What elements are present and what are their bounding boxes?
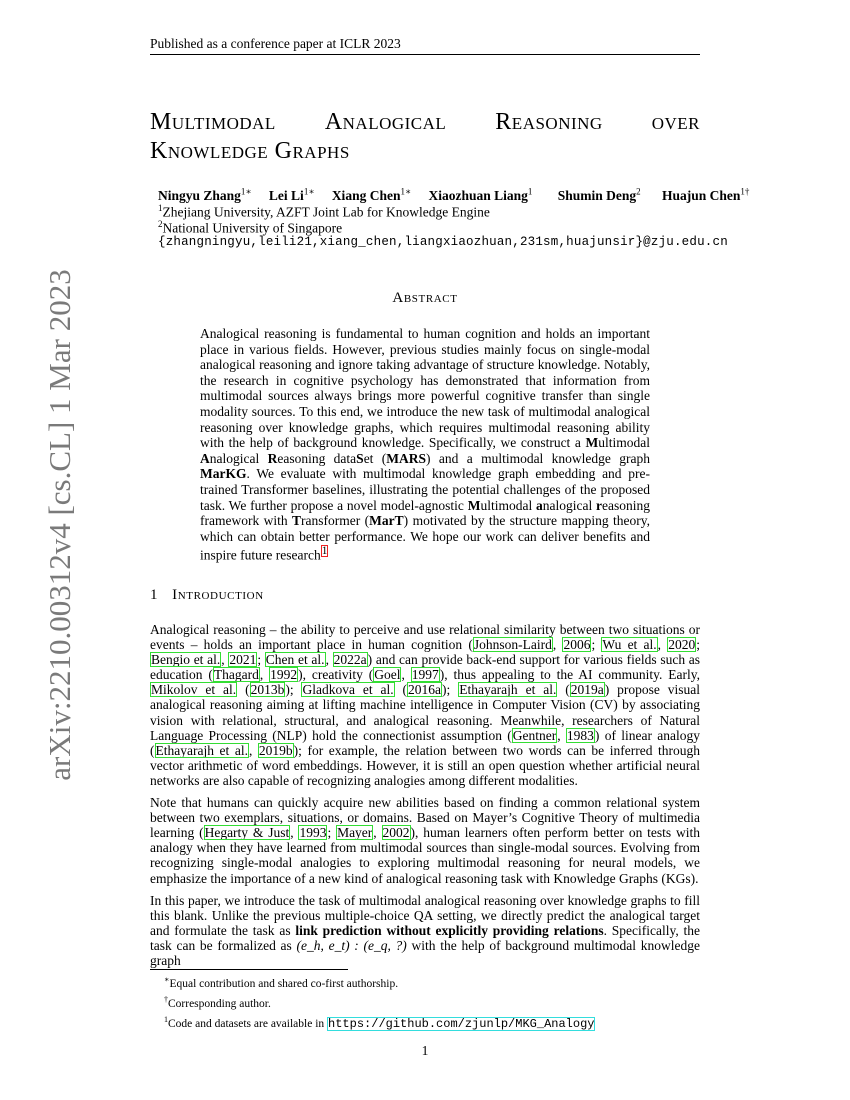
citation-link[interactable]: Ethayarajh et al. xyxy=(155,742,248,758)
author: Huajun Chen$^{1\dagger}$ xyxy=(662,186,750,203)
author-emails: {zhangningyu,leili21,xiang_chen,liangxiaozhuan,231sm,huajunsir}@zju.edu.cn xyxy=(158,235,728,249)
abstract-heading: Abstract xyxy=(392,290,458,306)
title-line-2: Knowledge Graphs xyxy=(150,138,350,164)
author: Xiaozhuan Liang$^1$ xyxy=(428,186,533,203)
footnote-link[interactable]: 1 xyxy=(321,545,328,558)
footnote-divider xyxy=(150,969,348,970)
citation-link[interactable]: Mikolov et al. xyxy=(151,682,237,698)
page-number: 1 xyxy=(421,1043,429,1058)
citation-link[interactable]: Gentner xyxy=(512,727,557,743)
citation-link[interactable]: 2022a xyxy=(333,652,367,668)
citation-link[interactable]: 1992 xyxy=(270,667,298,683)
title-word: Analogical xyxy=(324,109,447,135)
footnotes xyxy=(164,972,704,1033)
citation-link[interactable]: 1993 xyxy=(299,825,327,841)
title-word: Reasoning xyxy=(495,109,603,135)
citation-link[interactable]: Johnson-Laird xyxy=(473,637,552,653)
author: Shumin Deng$^2$ xyxy=(557,186,641,203)
paragraph: Note that humans can quickly acquire new abilities based on finding a common relational system between two exemplars, situations, or domains. Based on Mayer’s Cognitive Theory of multimedia learning (Hegarty & Just, 1993; Mayer, 2002), human learners often perform better on tests with analogy when they have learned from multimodal sources than single-modal sources. Evolving from recognizing single-modal analogies to exploring multimodal reasoning for neural models, we emphasize the importance of a new kind of analogical reasoning task with Knowledge Graphs (KGs). xyxy=(150,795,700,886)
citation-link[interactable]: 2019b xyxy=(258,742,293,758)
author-list xyxy=(158,186,758,204)
citation-link[interactable]: 1997 xyxy=(411,667,439,683)
citation-link[interactable]: 1983 xyxy=(566,727,594,743)
code-link[interactable]: https://github.com/zjunlp/MKG_Analogy xyxy=(328,1017,595,1032)
paragraph: In this paper, we introduce the task of multimodal analogical reasoning over knowledge graphs to fill this blank. Unlike the previous multiple-choice QA setting, we directly predict the analogical target and formulate the task as link prediction without explicitly providing relations. Specifically, the task can be formalized as (e_h, e_t) : (e_q, ?) with the help of background multimodal knowledge graph xyxy=(150,892,700,968)
introduction-body xyxy=(150,622,700,975)
footnote: ∗Equal contribution and shared co-first authorship. xyxy=(164,975,399,990)
author: Ningyu Zhang$^{1∗}$ xyxy=(158,186,252,203)
paper-title xyxy=(150,108,700,166)
running-header: Published as a conference paper at ICLR 2023 xyxy=(150,36,700,55)
citation-link[interactable]: 2013b xyxy=(250,682,285,698)
section-heading: 1 Introduction xyxy=(150,587,264,603)
abstract-body: Analogical reasoning is fundamental to human cognition and holds an important place in various fields. However, previous studies mainly focus on single-modal analogical reasoning and ignore taking advantage of structure knowledge. Notably, the research in cognitive psychology has demonstrated that information from multimodal sources always brings more powerful cognitive transfer than single modality sources. To this end, we introduce the new task of multimodal analogical reasoning over knowledge graphs, which requires multimodal reasoning ability with the help of background knowledge. Specifically, we construct a Multimodal Analogical Reasoning dataSet (MARS) and a multimodal knowledge graph MarKG. We evaluate with multimodal knowledge graph embedding and pre-trained Transformer baselines, illustrating the potential challenges of the proposed task. We further propose a novel model-agnostic Multimodal analogical reasoning framework with Transformer (MarT) motivated by the structure mapping theory, which can obtain better performance. We hope our work can deliver benefits and inspire future research$^1$ xyxy=(200,326,651,563)
footnote: $^1$Code and datasets are available in https://github.com/zjunlp/MKG_Analogy xyxy=(164,1015,595,1032)
citation-link[interactable]: 2021 xyxy=(229,652,257,668)
citation-link[interactable]: Bengio et al. xyxy=(151,652,221,668)
citation-link[interactable]: 2019a xyxy=(570,682,604,698)
citation-link[interactable]: Wu et al. xyxy=(602,637,657,653)
citation-link[interactable]: 2002 xyxy=(382,825,410,841)
citation-link[interactable]: Thagard xyxy=(213,667,259,683)
citation-link[interactable]: Ethayarajh et al. xyxy=(459,682,557,698)
author: Xiang Chen$^{1∗}$ xyxy=(331,186,412,203)
affiliation: $^1$Zhejiang University, AZFT Joint Lab for Knowledge Engine xyxy=(158,203,490,220)
arxiv-identifier: arXiv:2210.00312v4 [cs.CL] 1 Mar 2023 xyxy=(42,269,77,781)
citation-link[interactable]: Mayer xyxy=(337,825,373,841)
author: Lei $Li^{1∗}$ xyxy=(268,186,315,203)
citation-link[interactable]: Hegarty & Just xyxy=(204,825,290,841)
citation-link[interactable]: Gladkova et al. xyxy=(302,682,394,698)
citation-link[interactable]: 2016a xyxy=(408,682,442,698)
math-expression: (e_h, e_t) : (e_q, ?) xyxy=(296,937,407,953)
paragraph: Analogical reasoning – the ability to perceive and use relational similarity between two situations or events – holds an important place in human cognition (Johnson-Laird, 2006; Wu et al., 2020; Bengio et al., 2021; Chen et al., 2022a) and can provide back-end support for various fields such as education (Thagard, 1992), creativity (Goel, 1997), thus appealing to the AI community. Early, Mikolov et al. (2013b); Gladkova et al. (2016a); Ethayarajh et al. (2019a) propose visual analogical reasoning aiming at lifting machine intelligence in Computer Vision (CV) by associating vision with relational, structural, and analogical reasoning. Meanwhile, researchers of Natural Language Processing (NLP) hold the connectionist assumption (Gentner, 1983) of linear analogy (Ethayarajh et al., 2019b); for example, the relation between two words can be inferred through vector arithmetic of word embeddings. However, it is still an open question whether artificial neural networks are also capable of recognizing analogies among different modalities. xyxy=(150,622,701,788)
citation-link[interactable]: 2020 xyxy=(668,637,696,653)
affiliation: $^2$National University of Singapore xyxy=(158,219,343,236)
citation-link[interactable]: 2006 xyxy=(563,637,591,653)
footnote: †Corresponding author. xyxy=(164,995,271,1011)
title-word: over xyxy=(651,109,700,135)
title-word: Multimodal xyxy=(150,109,276,135)
citation-link[interactable]: Goel xyxy=(374,667,401,683)
citation-link[interactable]: Chen et al. xyxy=(265,652,325,668)
